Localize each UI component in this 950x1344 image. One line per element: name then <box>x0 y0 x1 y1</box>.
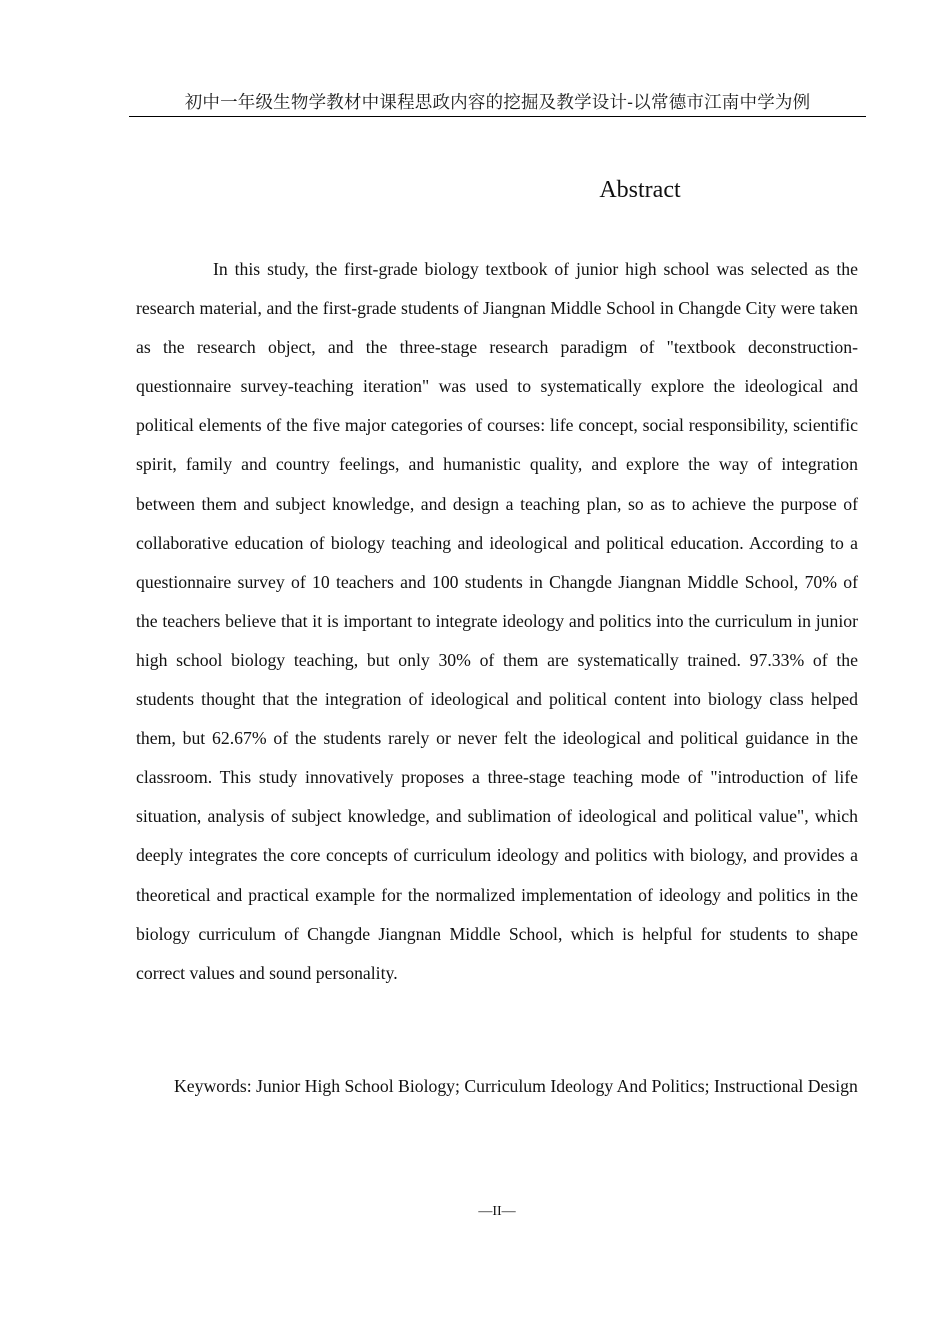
abstract-body: In this study, the first-grade biology textbook of junior high school was selected as the research material, and the first-grade students of Jiangnan Middle School in Changde City were taken as the research object, and the three-stage research paradigm of "textbook deconstruction-questionnaire survey-teaching iteration" was used to systematically explore the ideological and political elements of the five major categories of courses: life concept, social responsibility, scientific spirit, family and country feelings, and humanistic quality, and explore the way of integration between them and subject knowledge, and design a teaching plan, so as to achieve the purpose of collaborative education of biology teaching and ideological and political education. According to a questionnaire survey of 10 teachers and 100 students in Changde Jiangnan Middle School, 70% of the teachers believe that it is important to integrate ideology and politics into the curriculum in junior high school biology teaching, but only 30% of them are systematically trained. 97.33% of the students thought that the integration of ideological and political content into biology class helped them, but 62.67% of the students rarely or never felt the ideological and political guidance in the classroom. This study innovatively proposes a three-stage teaching mode of "introduction of life situation, analysis of subject knowledge, and sublimation of ideological and political value", which deeply integrates the core concepts of curriculum ideology and politics with biology, and provides a theoretical and practical example for the normalized implementation of ideology and politics in the biology curriculum of Changde Jiangnan Middle School, which is helpful for students to shape correct values and sound personality. <box>136 259 858 983</box>
running-header <box>129 92 866 117</box>
running-header-title: 初中一年级生物学教材中课程思政内容的挖掘及教学设计-以常德市江南中学为例 <box>184 93 811 113</box>
abstract-title: Abstract <box>599 177 681 203</box>
keywords: Keywords: Junior High School Biology; Curriculum Ideology And Politics; Instructional Design <box>174 1076 858 1096</box>
page-number: —II— <box>478 1204 516 1219</box>
